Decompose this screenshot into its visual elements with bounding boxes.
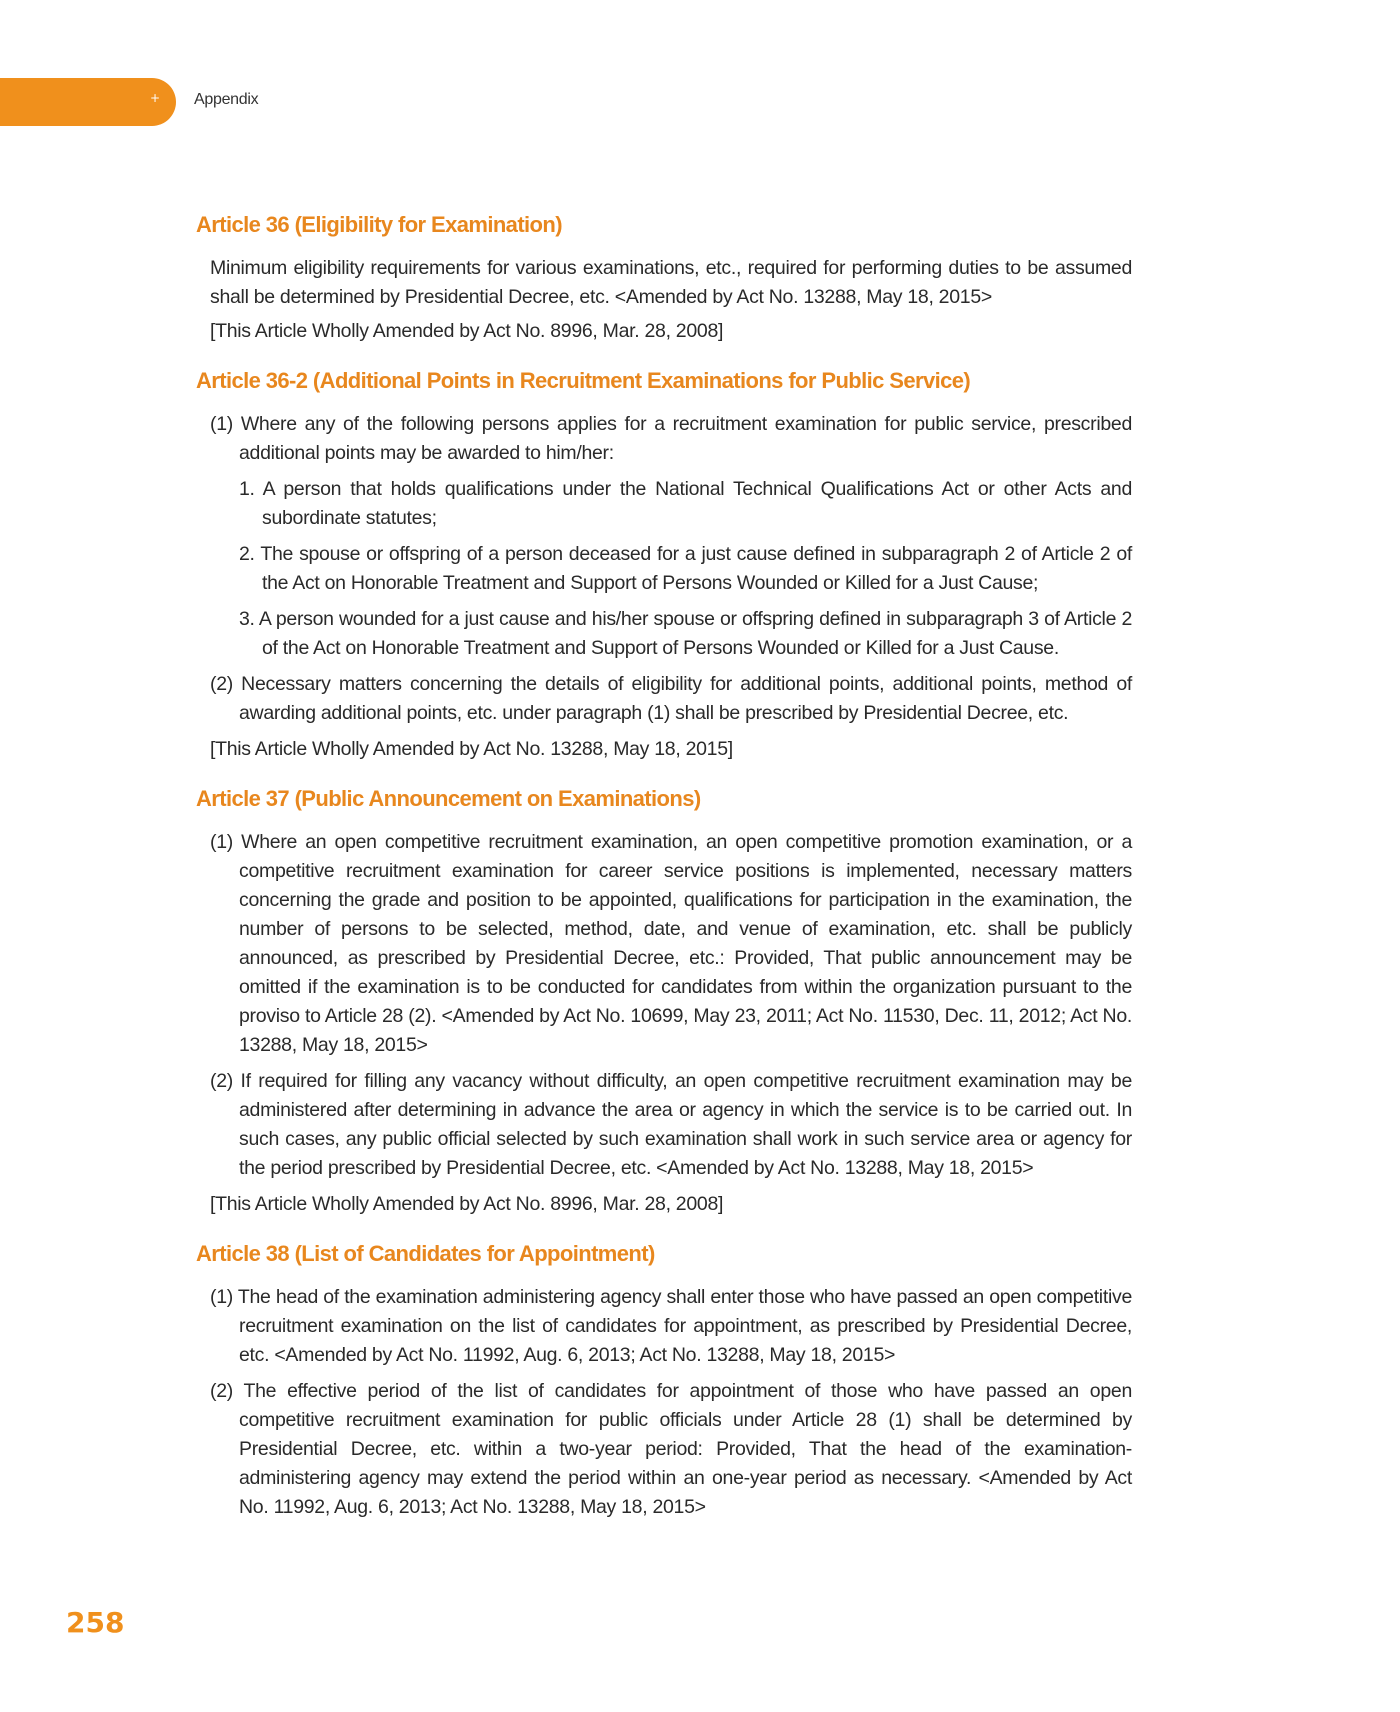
paragraph-1: (1) Where an open competitive recruitment examination, an open competitive promotion examination, or a competitive recruitment examination for career service positions is implemented, necessary matters concerning the grade and position to be appointed, qualifications for participation in the examination, the number of persons to be selected, method, date, and venue of examination, etc. shall be publicly announced, as prescribed by Presidential Decree, etc.: Provided, That public announcement may be omitted if the examination is to be conducted for candidates from within the organization pursuant to the proviso to Article 28 (2). <Amended by Act No. 10699, May 23, 2011; Act No. 11530, Dec. 11, 2012; Act No. 13288, May 18, 2015> — [210, 831, 1132, 1056]
article-38 — [196, 1239, 1132, 1522]
paragraph-1: (1) Where any of the following persons applies for a recruitment examination for public service, prescribed additional points may be awarded to him/her: — [210, 413, 1132, 464]
amendment-note: [This Article Wholly Amended by Act No. 8996, Mar. 28, 2008] — [210, 1193, 724, 1215]
paragraph-1: (1) The head of the examination administering agency shall enter those who have passed an open competitive recruitment examination on the list of candidates for appointment, as prescribed by Presidential Decree, etc. <Amended by Act No. 11992, Aug. 6, 2013; Act No. 13288, May 18, 2015> — [210, 1286, 1132, 1366]
subparagraph-2: 2. The spouse or offspring of a person deceased for a just cause defined in subparagraph 2 of Article 2 of the Act on Honorable Treatment and Support of Persons Wounded or Killed for a Just Cause; — [239, 543, 1132, 594]
section-label: Appendix — [194, 91, 259, 108]
article-36-2 — [196, 366, 1132, 764]
paragraph-2: (2) The effective period of the list of candidates for appointment of those who have passed an open competitive recruitment examination for public officials under Article 28 (1) shall be determined by Presidential Decree, etc. within a two-year period: Provided, That the head of the examination-administering agency may extend the period within an one-year period as necessary. <Amended by Act No. 11992, Aug. 6, 2013; Act No. 13288, May 18, 2015> — [210, 1380, 1132, 1518]
article-37 — [196, 784, 1132, 1219]
article-title: Article 38 (List of Candidates for Appointment) — [196, 1241, 655, 1266]
document-body — [196, 210, 1132, 1529]
paragraph-2: (2) Necessary matters concerning the details of eligibility for additional points, additional points, method of awarding additional points, etc. under paragraph (1) shall be prescribed by Presidential Decree, etc. — [210, 673, 1132, 724]
article-title: Article 37 (Public Announcement on Examinations) — [196, 786, 701, 811]
subparagraph-1: 1. A person that holds qualifications under the National Technical Qualifications Act or other Acts and subordinate statutes; — [239, 478, 1132, 529]
article-36 — [196, 210, 1132, 346]
amendment-note: [This Article Wholly Amended by Act No. 13288, May 18, 2015] — [210, 738, 733, 760]
article-title: Article 36-2 (Additional Points in Recruitment Examinations for Public Service) — [196, 368, 971, 393]
subparagraph-3: 3. A person wounded for a just cause and his/her spouse or offspring defined in subparagraph 3 of Article 2 of the Act on Honorable Treatment and Support of Persons Wounded or Killed for a Just Cause. — [239, 608, 1132, 659]
plus-icon: + — [149, 91, 161, 105]
article-title: Article 36 (Eligibility for Examination) — [196, 212, 562, 237]
amendment-note: [This Article Wholly Amended by Act No. 8996, Mar. 28, 2008] — [210, 320, 724, 342]
paragraph-2: (2) If required for filling any vacancy without difficulty, an open competitive recruitment examination may be administered after determining in advance the area or agency in which the service is to be carried out. In such cases, any public official selected by such examination shall work in such service area or agency for the period prescribed by Presidential Decree, etc. <Amended by Act No. 13288, May 18, 2015> — [210, 1070, 1132, 1179]
page-number: 258 — [66, 1606, 125, 1639]
article-paragraph: Minimum eligibility requirements for various examinations, etc., required for performing duties to be assumed shall be determined by Presidential Decree, etc. <Amended by Act No. 13288, May 18, 2015> — [210, 257, 1132, 308]
